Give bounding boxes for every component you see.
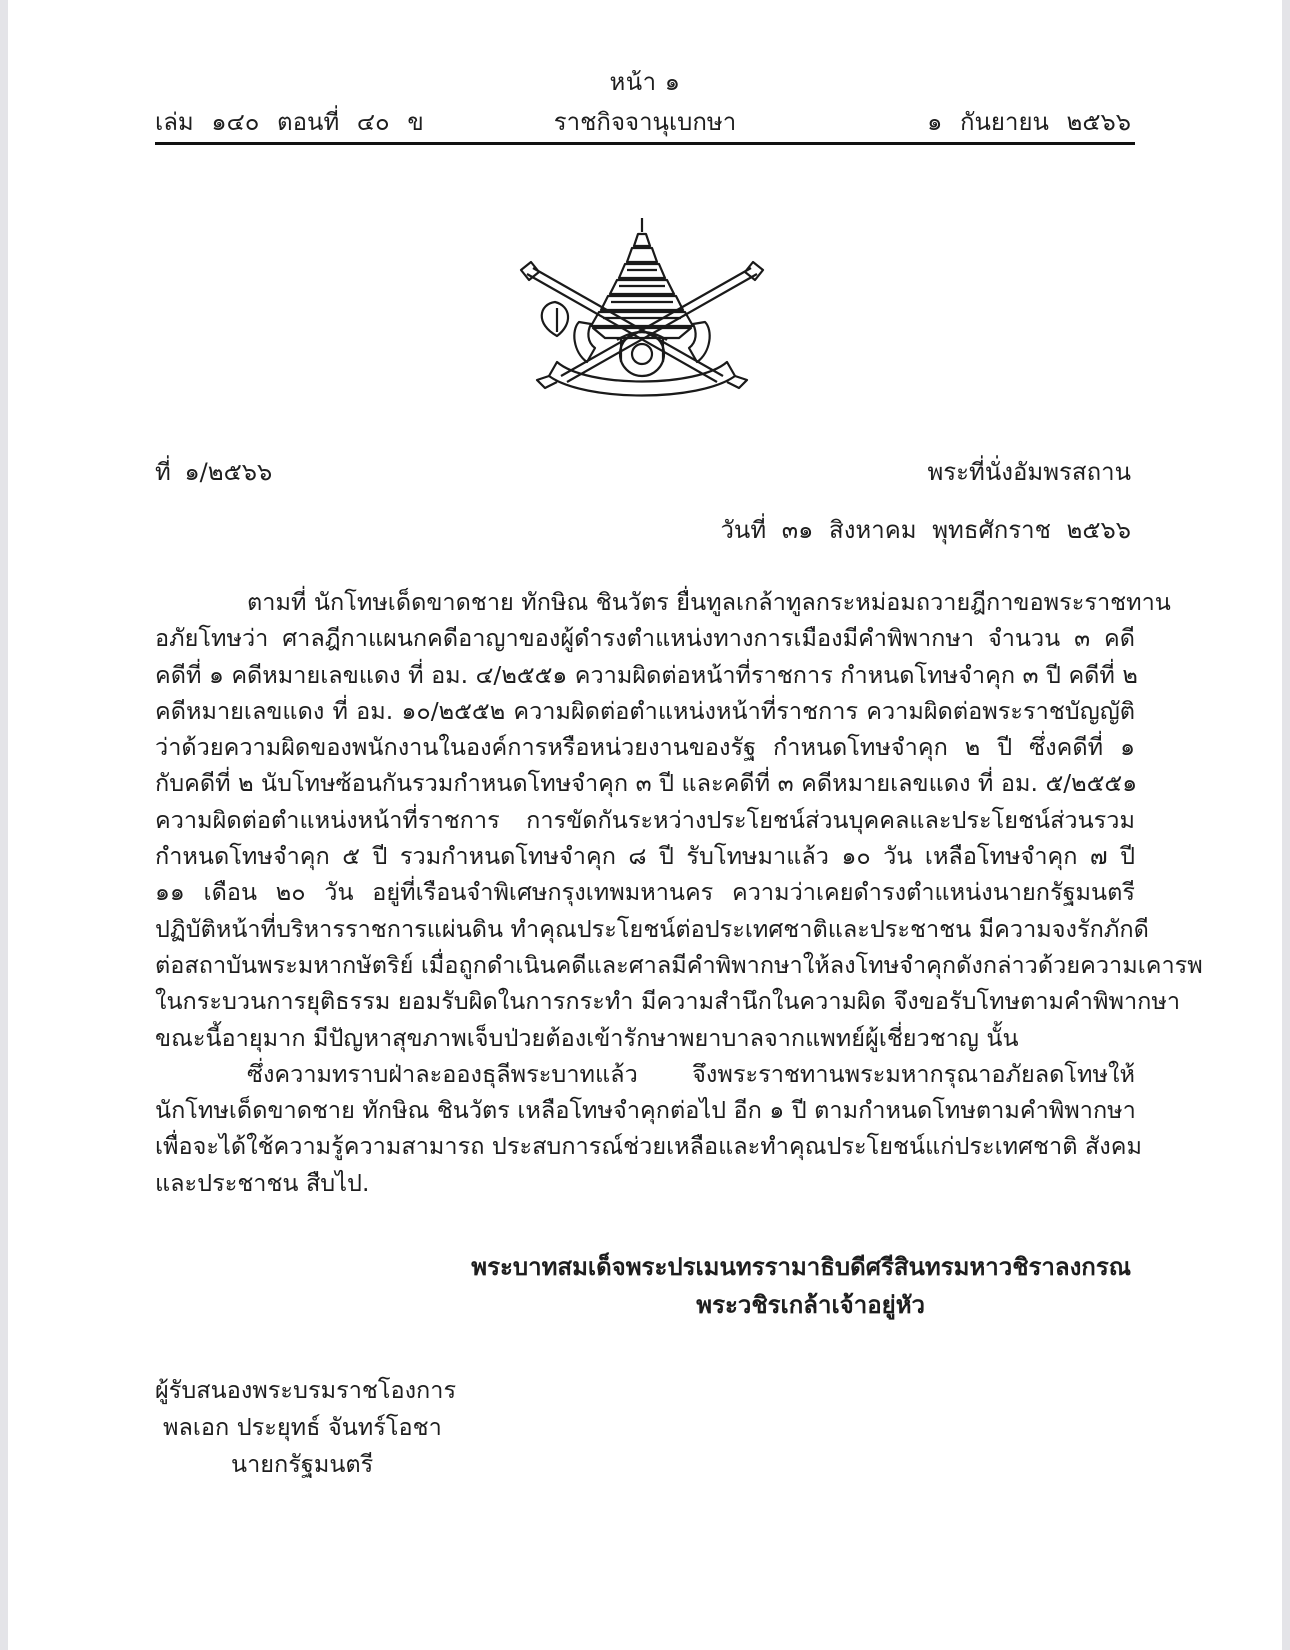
body-line: ต่อสถาบันพระมหากษัตริย์ เมื่อถูกดำเนินคดีและศาลมีคำพิพากษาให้ลงโทษจำคุกดังกล่าวด้วยความเคารพ: [155, 950, 1203, 979]
page-number: หน้า ๑: [609, 68, 681, 96]
body-line: ในกระบวนการยุติธรรม ยอมรับผิดในการกระทำ มีความสำนึกในความผิด จึงขอรับโทษตามคำพิพากษา: [155, 987, 1181, 1016]
countersignature-block: [155, 1372, 456, 1483]
body-line: เพื่อจะได้ใช้ความรู้ความสามารถ ประสบการณ์ช่วยเหลือและทำคุณประโยชน์แก่ประเทศชาติ สังคม: [155, 1132, 1142, 1161]
body-line: ความผิดต่อตำแหน่งหน้าที่ราชการ การขัดกันระหว่างประโยชน์ส่วนบุคคลและประโยชน์ส่วนรวม: [155, 805, 1135, 834]
viewer-right-edge: [1282, 0, 1290, 1650]
document-number: ที่ ๑/๒๕๖๖: [155, 458, 273, 486]
royal-name-line1: พระบาทสมเด็จพระปรเมนทรรามาธิบดีศรีสินทรมหาวชิราลงกรณ: [471, 1253, 1131, 1281]
body-line: นักโทษเด็ดขาดชาย ทักษิณ ชินวัตร เหลือโทษจำคุกต่อไป อีก ๑ ปี ตามกำหนดโทษตามคำพิพากษา: [155, 1096, 1136, 1125]
body-line: ซึ่งความทราบฝ่าละอองธุลีพระบาทแล้ว จึงพระราชทานพระมหากรุณาอภัยลดโทษให้: [247, 1059, 1135, 1088]
decree-body: [155, 584, 1203, 1201]
header-divider: [155, 142, 1135, 145]
viewer-left-edge: [0, 0, 8, 1650]
body-line: คดีที่ ๑ คดีหมายเลขแดง ที่ อม. ๔/๒๕๕๑ ความผิดต่อหน้าที่ราชการ กำหนดโทษจำคุก ๓ ปี คดีที่ ๒: [155, 660, 1138, 689]
body-line: คดีหมายเลขแดง ที่ อม. ๑๐/๒๕๕๒ ความผิดต่อตำแหน่งหน้าที่ราชการ ความผิดต่อพระราชบัญญัติ: [155, 696, 1135, 725]
body-line: ๑๑ เดือน ๒๐ วัน อยู่ที่เรือนจำพิเศษกรุงเทพมหานคร ความว่าเคยดำรงตำแหน่งนายกรัฐมนตรี: [155, 878, 1135, 907]
gazette-header: [155, 102, 1135, 136]
body-line: ปฏิบัติหน้าที่บริหารราชการแผ่นดิน ทำคุณประโยชน์ต่อประเทศชาติและประชาชน มีความจงรักภักดี: [155, 914, 1149, 943]
issuing-place: พระที่นั่งอัมพรสถาน: [927, 458, 1131, 486]
countersign-position: นายกรัฐมนตรี: [231, 1450, 374, 1478]
countersign-name: พลเอก ประยุทธ์ จันทร์โอชา: [163, 1413, 442, 1441]
body-line: ตามที่ นักโทษเด็ดขาดชาย ทักษิณ ชินวัตร ยื่นทูลเกล้าทูลกระหม่อมถวายฎีกาขอพระราชทาน: [247, 588, 1171, 616]
publication-date: ๑ กันยายน ๒๕๖๖: [927, 108, 1131, 136]
body-line: และประชาชน สืบไป.: [155, 1168, 370, 1197]
royal-name-line2: พระวชิรเกล้าเจ้าอยู่หัว: [696, 1291, 925, 1319]
publication-title: ราชกิจจานุเบกษา: [553, 108, 737, 136]
royal-seal-icon: [517, 212, 767, 397]
body-line: ว่าด้วยความผิดของพนักงานในองค์การหรือหน่วยงานของรัฐ กำหนดโทษจำคุก ๒ ปี ซึ่งคดีที่ ๑: [155, 733, 1135, 762]
body-line: อภัยโทษว่า ศาลฎีกาแผนกคดีอาญาของผู้ดำรงตำแหน่งทางการเมืองมีคำพิพากษา จำนวน ๓ คดี: [155, 624, 1135, 653]
body-line: กำหนดโทษจำคุก ๕ ปี รวมกำหนดโทษจำคุก ๘ ปี รับโทษมาแล้ว ๑๐ วัน เหลือโทษจำคุก ๗ ปี: [155, 842, 1135, 871]
volume-issue: เล่ม ๑๔๐ ตอนที่ ๔๐ ข: [155, 108, 424, 136]
body-line: ขณะนี้อายุมาก มีปัญหาสุขภาพเจ็บป่วยต้องเข้ารักษาพยาบาลจากแพทย์ผู้เชี่ยวชาญ นั้น: [155, 1023, 1019, 1052]
document-date: วันที่ ๓๑ สิงหาคม พุทธศักราช ๒๕๖๖: [720, 516, 1131, 544]
countersign-title: ผู้รับสนองพระบรมราชโองการ: [155, 1376, 457, 1404]
body-line: กับคดีที่ ๒ นับโทษซ้อนกันรวมกำหนดโทษจำคุก ๓ ปี และคดีที่ ๓ คดีหมายเลขแดง ที่ อม. ๕/๒๕๕๑: [155, 769, 1138, 798]
